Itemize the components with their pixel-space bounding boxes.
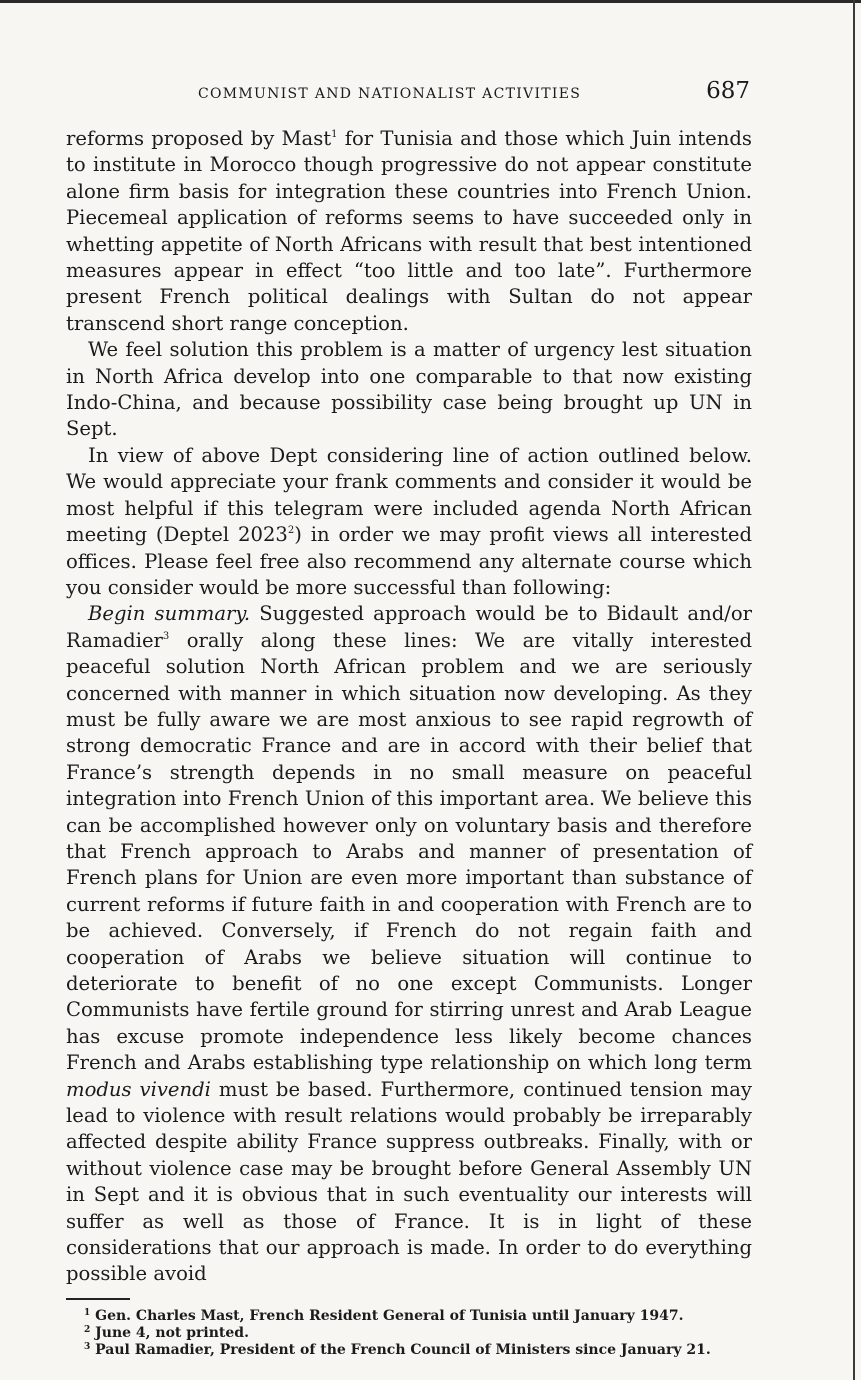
- paragraph-4: [66, 601, 752, 1288]
- footnote: [84, 1342, 752, 1359]
- right-border: [853, 0, 855, 1380]
- paragraph-1-text-a: reforms proposed by Mast: [66, 127, 332, 150]
- document-page: [66, 78, 752, 1359]
- page-number: 687: [706, 78, 750, 104]
- paragraph-3-text-a: In view of above Dept considering line of action outlined below. We would appreciate your frank comments and consider it would be most helpful if this telegram were included agenda North African meeting (Deptel 2023: [66, 443, 752, 547]
- footnote-text: Gen. Charles Mast, French Resident General of Tunisia until January 1947.: [95, 1307, 684, 1324]
- footnote-ref-2: 2: [287, 525, 295, 537]
- footnote-mark: 3: [84, 1341, 91, 1352]
- body-text: [66, 126, 752, 1288]
- running-title: COMMUNIST AND NATIONALIST ACTIVITIES: [198, 86, 582, 102]
- footnote-mark: 1: [84, 1307, 91, 1318]
- footnote: [84, 1308, 752, 1325]
- footnote-mark: 2: [84, 1324, 91, 1335]
- paragraph-2: We feel solution this problem is a matter of urgency lest situation in North Africa develop into one comparable to that now existing Indo-China, and because possibility case being brought up UN in Sept.: [66, 338, 752, 441]
- paragraph-1-text-b: for Tunisia and those which Juin intends to institute in Morocco though progressive do not appear constitute alone firm basis for integration these countries into French Union. Piecemeal application of reforms seems to have succeeded only in whetting appetite of North Africans with result that best intentioned measures appear in effect “too little and too late”. Furthermore present French political dealings with Sultan do not appear transcend short range conception.: [66, 127, 752, 335]
- running-head: [66, 78, 752, 112]
- paragraph-4-text-b: orally along these lines: We are vitally interested peaceful solution North African problem and we are seriously concerned with manner in which situation now developing. As they must be fully aware we are most anxious to see rapid regrowth of strong democratic France and are in accord with their belief that France’s strength depends in no small measure on peaceful integration into French Union of this important area. We believe this can be accomplished however only on voluntary basis and therefore that French approach to Arabs and manner of presentation of French plans for Union are even more important than substance of current reforms if future faith in and cooperation with French are to be achieved. Conversely, if French do not regain faith and cooperation of Arabs we believe situation will continue to deteriorate to benefit of no one except Communists. Longer Communists have fertile ground for stirring unrest and Arab League has excuse promote independence less likely become chances French and Arabs establishing type relationship on which long term: [66, 628, 752, 1075]
- top-border: [0, 0, 861, 3]
- paragraph-3: [66, 443, 752, 601]
- footnote-ref-1: 1: [331, 129, 338, 140]
- footnote-text: June 4, not printed.: [95, 1324, 249, 1341]
- footnote-text: Paul Ramadier, President of the French Council of Ministers since January 21.: [95, 1341, 711, 1358]
- paragraph-4-text-a: Suggested approach would be to Bidault and/or Ramadier: [66, 602, 752, 652]
- paragraph-3-text-b: ) in order we may profit views all interested offices. Please feel free also recommend any alternate course which you consider would be more successful than following:: [66, 523, 753, 599]
- footnote-ref-3: 3: [162, 630, 170, 642]
- footnote-divider: [66, 1298, 130, 1300]
- footnotes: [66, 1308, 752, 1359]
- modus-vivendi-term: modus vivendi: [66, 1077, 211, 1101]
- paragraph-4-text-c: must be based. Furthermore, continued tension may lead to violence with result relations would probably be irreparably affected despite ability France suppress outbreaks. Finally, with or without violence case may be brought before General Assembly UN in Sept and it is obvious that in such eventuality our interests will suffer as well as those of France. It is in light of these considerations that our approach is made. In order to do everything possible avoid: [66, 1077, 752, 1286]
- begin-summary-label: Begin summary.: [88, 602, 251, 626]
- paragraph-1: [66, 126, 752, 337]
- footnote: [84, 1325, 752, 1342]
